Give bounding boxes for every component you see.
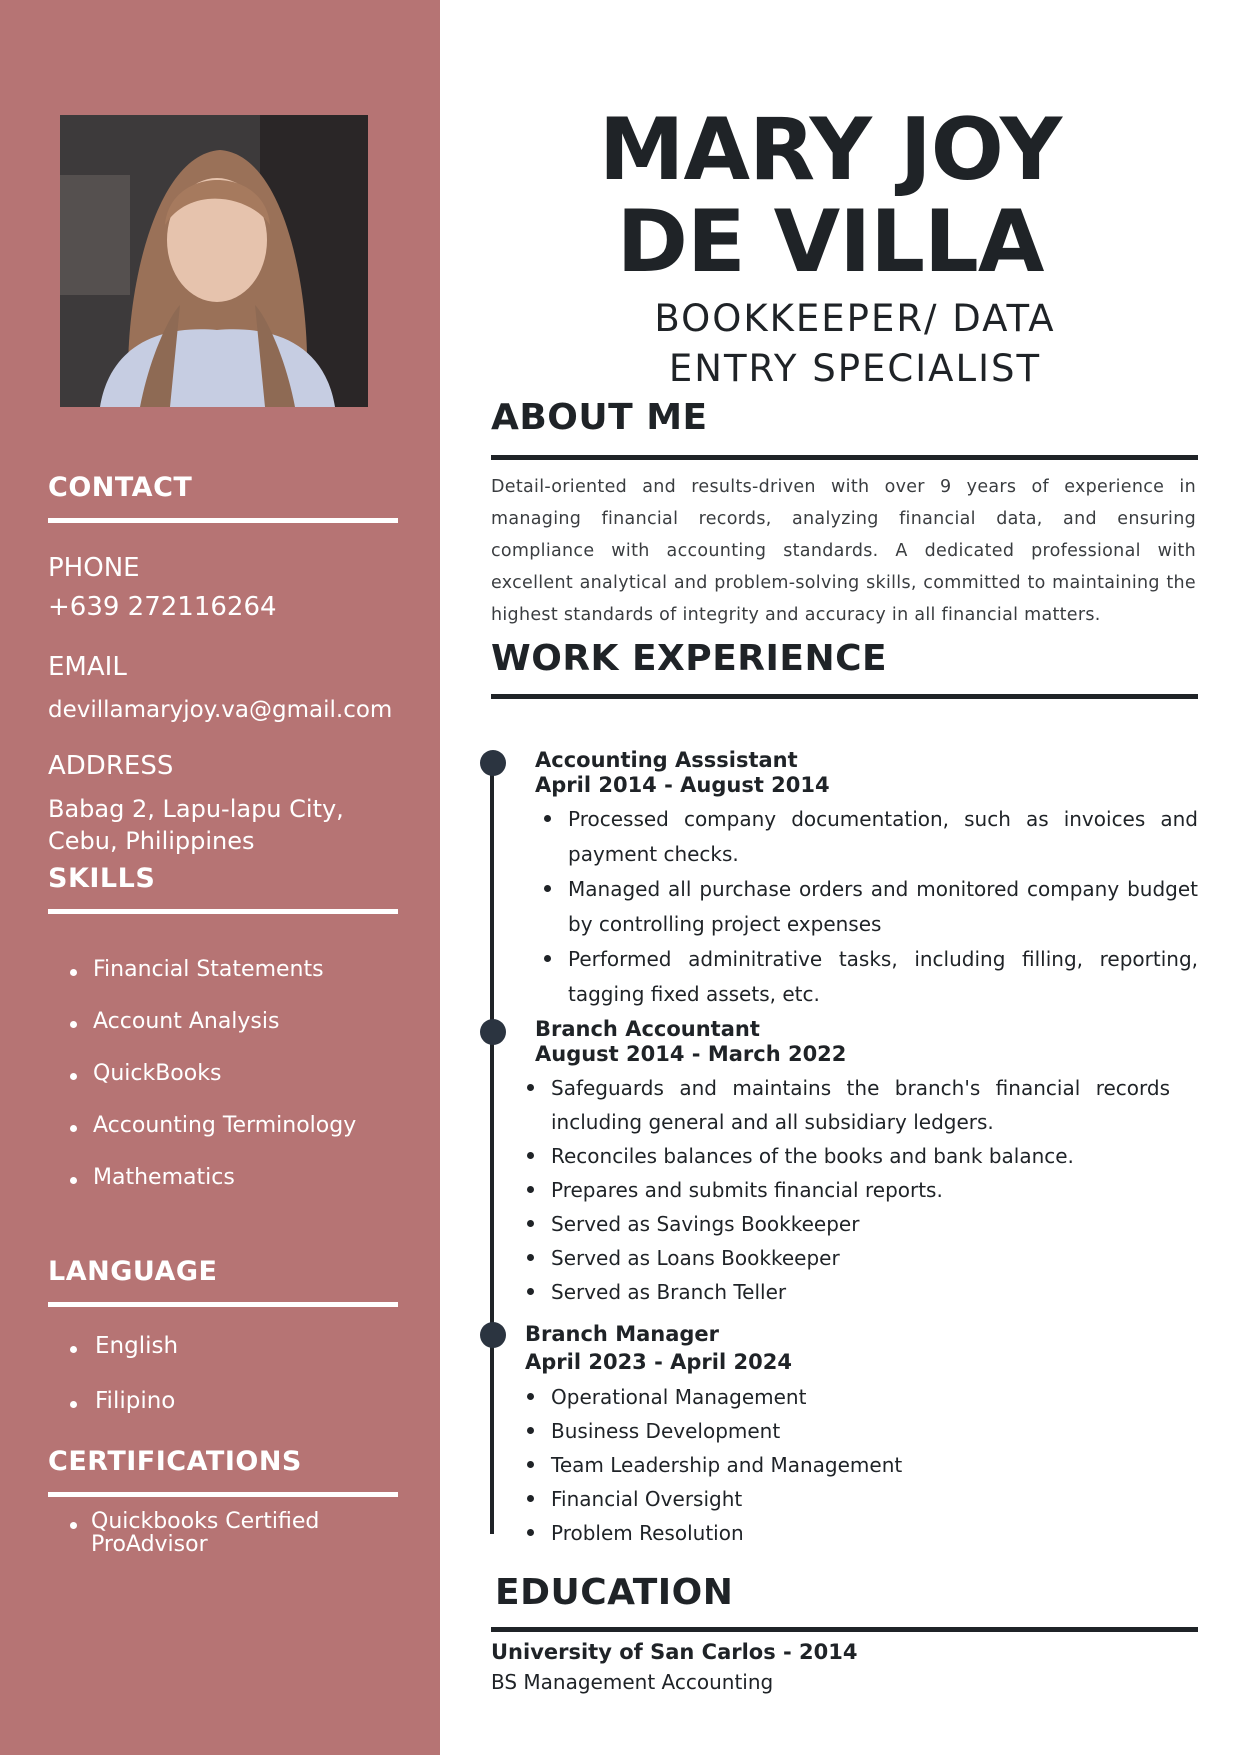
job-bullet: Prepares and submits financial reports. [518,1173,1170,1207]
certifications-heading: CERTIFICATIONS [48,1446,302,1477]
job-bullets [535,802,1198,1012]
job-bullet: Financial Oversight [518,1482,1188,1516]
skills-divider [48,909,398,914]
job-bullet: Reconciles balances of the books and bank balance. [518,1139,1170,1173]
email-label: EMAIL [48,652,127,682]
sidebar [0,0,440,1755]
contact-heading: CONTACT [48,472,193,503]
address-line-1: Babag 2, Lapu-lapu City, [48,795,344,823]
timeline-dot [480,1322,506,1348]
about-heading: ABOUT ME [491,397,708,438]
job-entry [535,1017,1170,1309]
job-entry [535,748,1198,1012]
job-bullet: Managed all purchase orders and monitored company budget by controlling project expenses [535,872,1198,942]
candidate-name [470,100,1190,292]
job-bullet: Served as Loans Bookkeeper [518,1241,1170,1275]
certification-line-1: Quickbooks Certified [91,1509,320,1534]
timeline-dot [480,750,506,776]
education-heading: EDUCATION [495,1572,734,1613]
job-dates: April 2023 - April 2024 [525,1350,792,1374]
name-line-1: MARY JOY [598,100,1062,200]
skills-list [48,957,356,1190]
name-line-2: DE VILLA [616,192,1044,292]
job-bullet: Served as Branch Teller [518,1275,1170,1309]
job-bullet: Business Development [518,1414,1188,1448]
language-item: English [48,1333,178,1359]
job-title-line-2: ENTRY SPECIALIST [668,347,1042,390]
work-heading: WORK EXPERIENCE [491,638,888,679]
language-list [48,1333,178,1414]
work-divider [491,694,1198,699]
job-title-line-1: BOOKKEEPER/ DATA [654,297,1056,340]
job-bullet: Operational Management [518,1380,1188,1414]
skill-item: Financial Statements [48,957,356,982]
job-bullet: Problem Resolution [518,1516,1188,1550]
language-heading: LANGUAGE [48,1256,218,1287]
job-title: Accounting Asssistant [535,748,798,772]
education-divider [491,1627,1198,1632]
skill-item: QuickBooks [48,1061,356,1086]
certification-item [48,1510,319,1556]
education-school: University of San Carlos - 2014 [491,1640,858,1664]
timeline-dot [480,1019,506,1045]
certifications-divider [48,1492,398,1497]
address-line-2: Cebu, Philippines [48,827,255,855]
job-entry [525,1320,1188,1550]
contact-divider [48,518,398,523]
skill-item: Account Analysis [48,1009,356,1034]
job-dates: April 2014 - August 2014 [535,773,830,797]
timeline-line [490,760,494,1534]
job-bullet: Performed adminitrative tasks, including filling, reporting, tagging fixed assets, etc. [535,942,1198,1012]
job-bullet: Safeguards and maintains the branch's financial records including general and all subsidiary ledgers. [518,1071,1170,1139]
job-title: Branch Manager [525,1322,720,1346]
language-divider [48,1302,398,1307]
job-bullet: Processed company documentation, such as invoices and payment checks. [535,802,1198,872]
profile-photo [60,115,368,407]
skills-heading: SKILLS [48,863,156,894]
about-text: Detail-oriented and results-driven with over 9 years of experience in managing financial records, analyzing financial data, and ensuring compliance with accounting standards. A dedicated professional with excellent analytical and problem-solving skills, committed to maintaining the highest standards of integrity and accuracy in all financial matters. [491,477,1196,625]
job-bullets [518,1071,1170,1309]
skill-item: Accounting Terminology [48,1113,356,1138]
job-bullets [518,1380,1188,1550]
job-bullet: Served as Savings Bookkeeper [518,1207,1170,1241]
address-label: ADDRESS [48,751,174,781]
job-title: Branch Accountant [535,1017,760,1041]
certifications-list [48,1510,319,1556]
certification-line-2: ProAdvisor [91,1532,208,1557]
about-divider [491,455,1198,460]
job-bullet: Team Leadership and Management [518,1448,1188,1482]
education-degree: BS Management Accounting [491,1670,774,1694]
job-dates: August 2014 - March 2022 [535,1042,847,1066]
skill-item: Mathematics [48,1165,356,1190]
language-item: Filipino [48,1388,178,1414]
phone-value: +639 272116264 [48,592,277,622]
phone-label: PHONE [48,553,140,583]
email-value: devillamaryjoy.va@gmail.com [48,697,393,723]
job-title [520,294,1190,394]
profile-photo-image [60,115,368,407]
